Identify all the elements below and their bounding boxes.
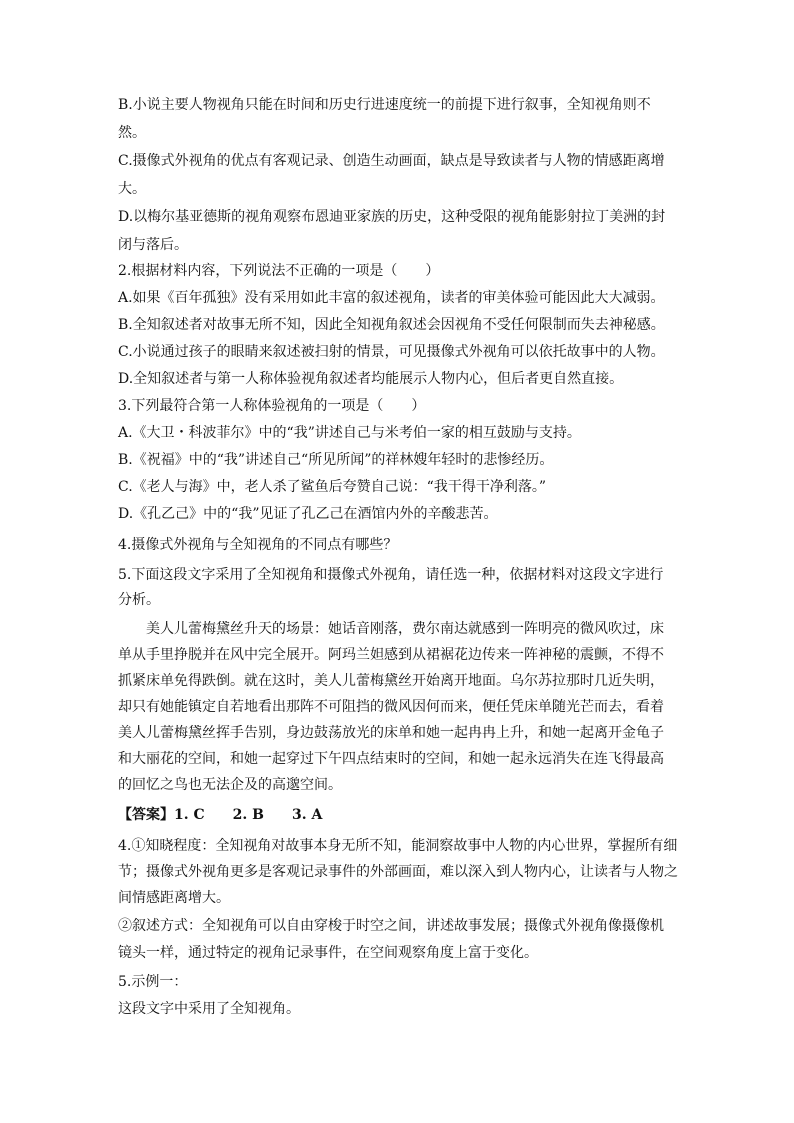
option-c-line-2: 大。 [118, 181, 146, 197]
passage-line-5: 美人儿蕾梅黛丝挥手告别，身边鼓荡放光的床单和她一起冉冉上升，和她一起离开金龟子 [118, 725, 664, 741]
passage-line-3: 抓紧床单免得跌倒。就在这时，美人儿蕾梅黛丝开始离开地面。乌尔苏拉那时几近失明， [118, 673, 664, 689]
answer-4-line-3: 间情感距离增大。 [118, 890, 230, 906]
answer-4-line-2: 节；摄像式外视角更多是客观记录事件的外部画面，难以深入到人物内心，让读者与人物之 [118, 864, 678, 880]
question-3-stem: 3.下列最符合第一人称体验视角的一项是（ ） [118, 398, 426, 414]
answer-key: 【答案】1. C 2. B 3. A [118, 807, 323, 823]
answer-5-example-text: 这段文字中采用了全知视角。 [118, 1001, 300, 1017]
option-d-line-1: D.以梅尔基亚德斯的视角观察布恩迪亚家族的历史，这种受限的视角能影射拉丁美洲的封 [118, 209, 666, 225]
question-5-stem-line-1: 5.下面这段文字采用了全知视角和摄像式外视角，请任选一种，依据材料对这段文字进行 [118, 567, 664, 583]
question-2-stem: 2.根据材料内容，下列说法不正确的一项是（ ） [118, 263, 440, 279]
answer-4-line-1: 4.①知晓程度：全知视角对故事本身无所不知，能洞察故事中人物的内心世界，掌握所有细 [118, 838, 678, 854]
question-4-stem: 4.摄像式外视角与全知视角的不同点有哪些？ [118, 537, 398, 553]
question-2-option-b: B.全知叙述者对故事无所不知，因此全知视角叙述会因视角不受任何限制而失去神秘感。 [118, 317, 665, 333]
question-2-option-a: A.如果《百年孤独》没有采用如此丰富的叙述视角，读者的审美体验可能因此大大减弱。 [118, 290, 665, 306]
question-3-option-d: D.《孔乙己》中的“我”见证了孔乙己在酒馆内外的辛酸悲苦。 [118, 506, 498, 522]
option-b-line-1: B.小说主要人物视角只能在时间和历史行进速度统一的前提下进行叙事，全知视角则不 [118, 97, 651, 113]
answer-4-point-2-line-2: 镜头一样，通过特定的视角记录事件，在空间观察角度上富于变化。 [118, 945, 538, 961]
option-c-line-1: C.摄像式外视角的优点有客观记录、创造生动画面，缺点是导致读者与人物的情感距离增 [118, 153, 665, 169]
question-2-option-c: C.小说通过孩子的眼睛来叙述被扫射的情景，可见摄像式外视角可以依托故事中的人物。 [118, 344, 665, 360]
question-2-option-d: D.全知叙述者与第一人称体验视角叙述者均能展示人物内心，但后者更自然直接。 [118, 371, 624, 387]
passage-line-6: 和大丽花的空间，和她一起穿过下午四点结束时的空间，和她一起永远消失在连飞得最高 [118, 751, 664, 767]
answer-4-point-2-line-1: ②叙述方式：全知视角可以自由穿梭于时空之间，讲述故事发展；摄像式外视角像摄像机 [118, 918, 664, 934]
option-d-line-2: 闭与落后。 [118, 237, 188, 253]
question-5-stem-line-2: 分析。 [118, 592, 160, 608]
question-3-option-b: B.《祝福》中的“我”讲述自己“所见所闻”的祥林嫂年轻时的悲惨经历。 [118, 452, 554, 468]
passage-line-2: 单从手里挣脱并在风中完全展开。阿玛兰妲感到从裙裾花边传来一阵神秘的震颤，不得不 [118, 647, 664, 663]
question-3-option-a: A.《大卫・科波菲尔》中的“我”讲述自己与米考伯一家的相互鼓励与支持。 [118, 425, 581, 441]
passage-line-1: 美人儿蕾梅黛丝升天的场景：她话音刚落，费尔南达就感到一阵明亮的微风吹过，床 [118, 621, 664, 637]
passage-line-7: 的回忆之鸟也无法企及的高邈空间。 [118, 777, 342, 793]
answer-5-example-heading: 5.示例一： [118, 974, 188, 990]
passage-line-4: 却只有她能镇定自若地看出那阵不可阻挡的微风因何而来，便任凭床单随光芒而去，看着 [118, 699, 664, 715]
question-3-option-c: C.《老人与海》中，老人杀了鲨鱼后夸赞自己说：“我干得干净利落。” [118, 479, 546, 495]
option-b-line-2: 然。 [118, 125, 146, 141]
